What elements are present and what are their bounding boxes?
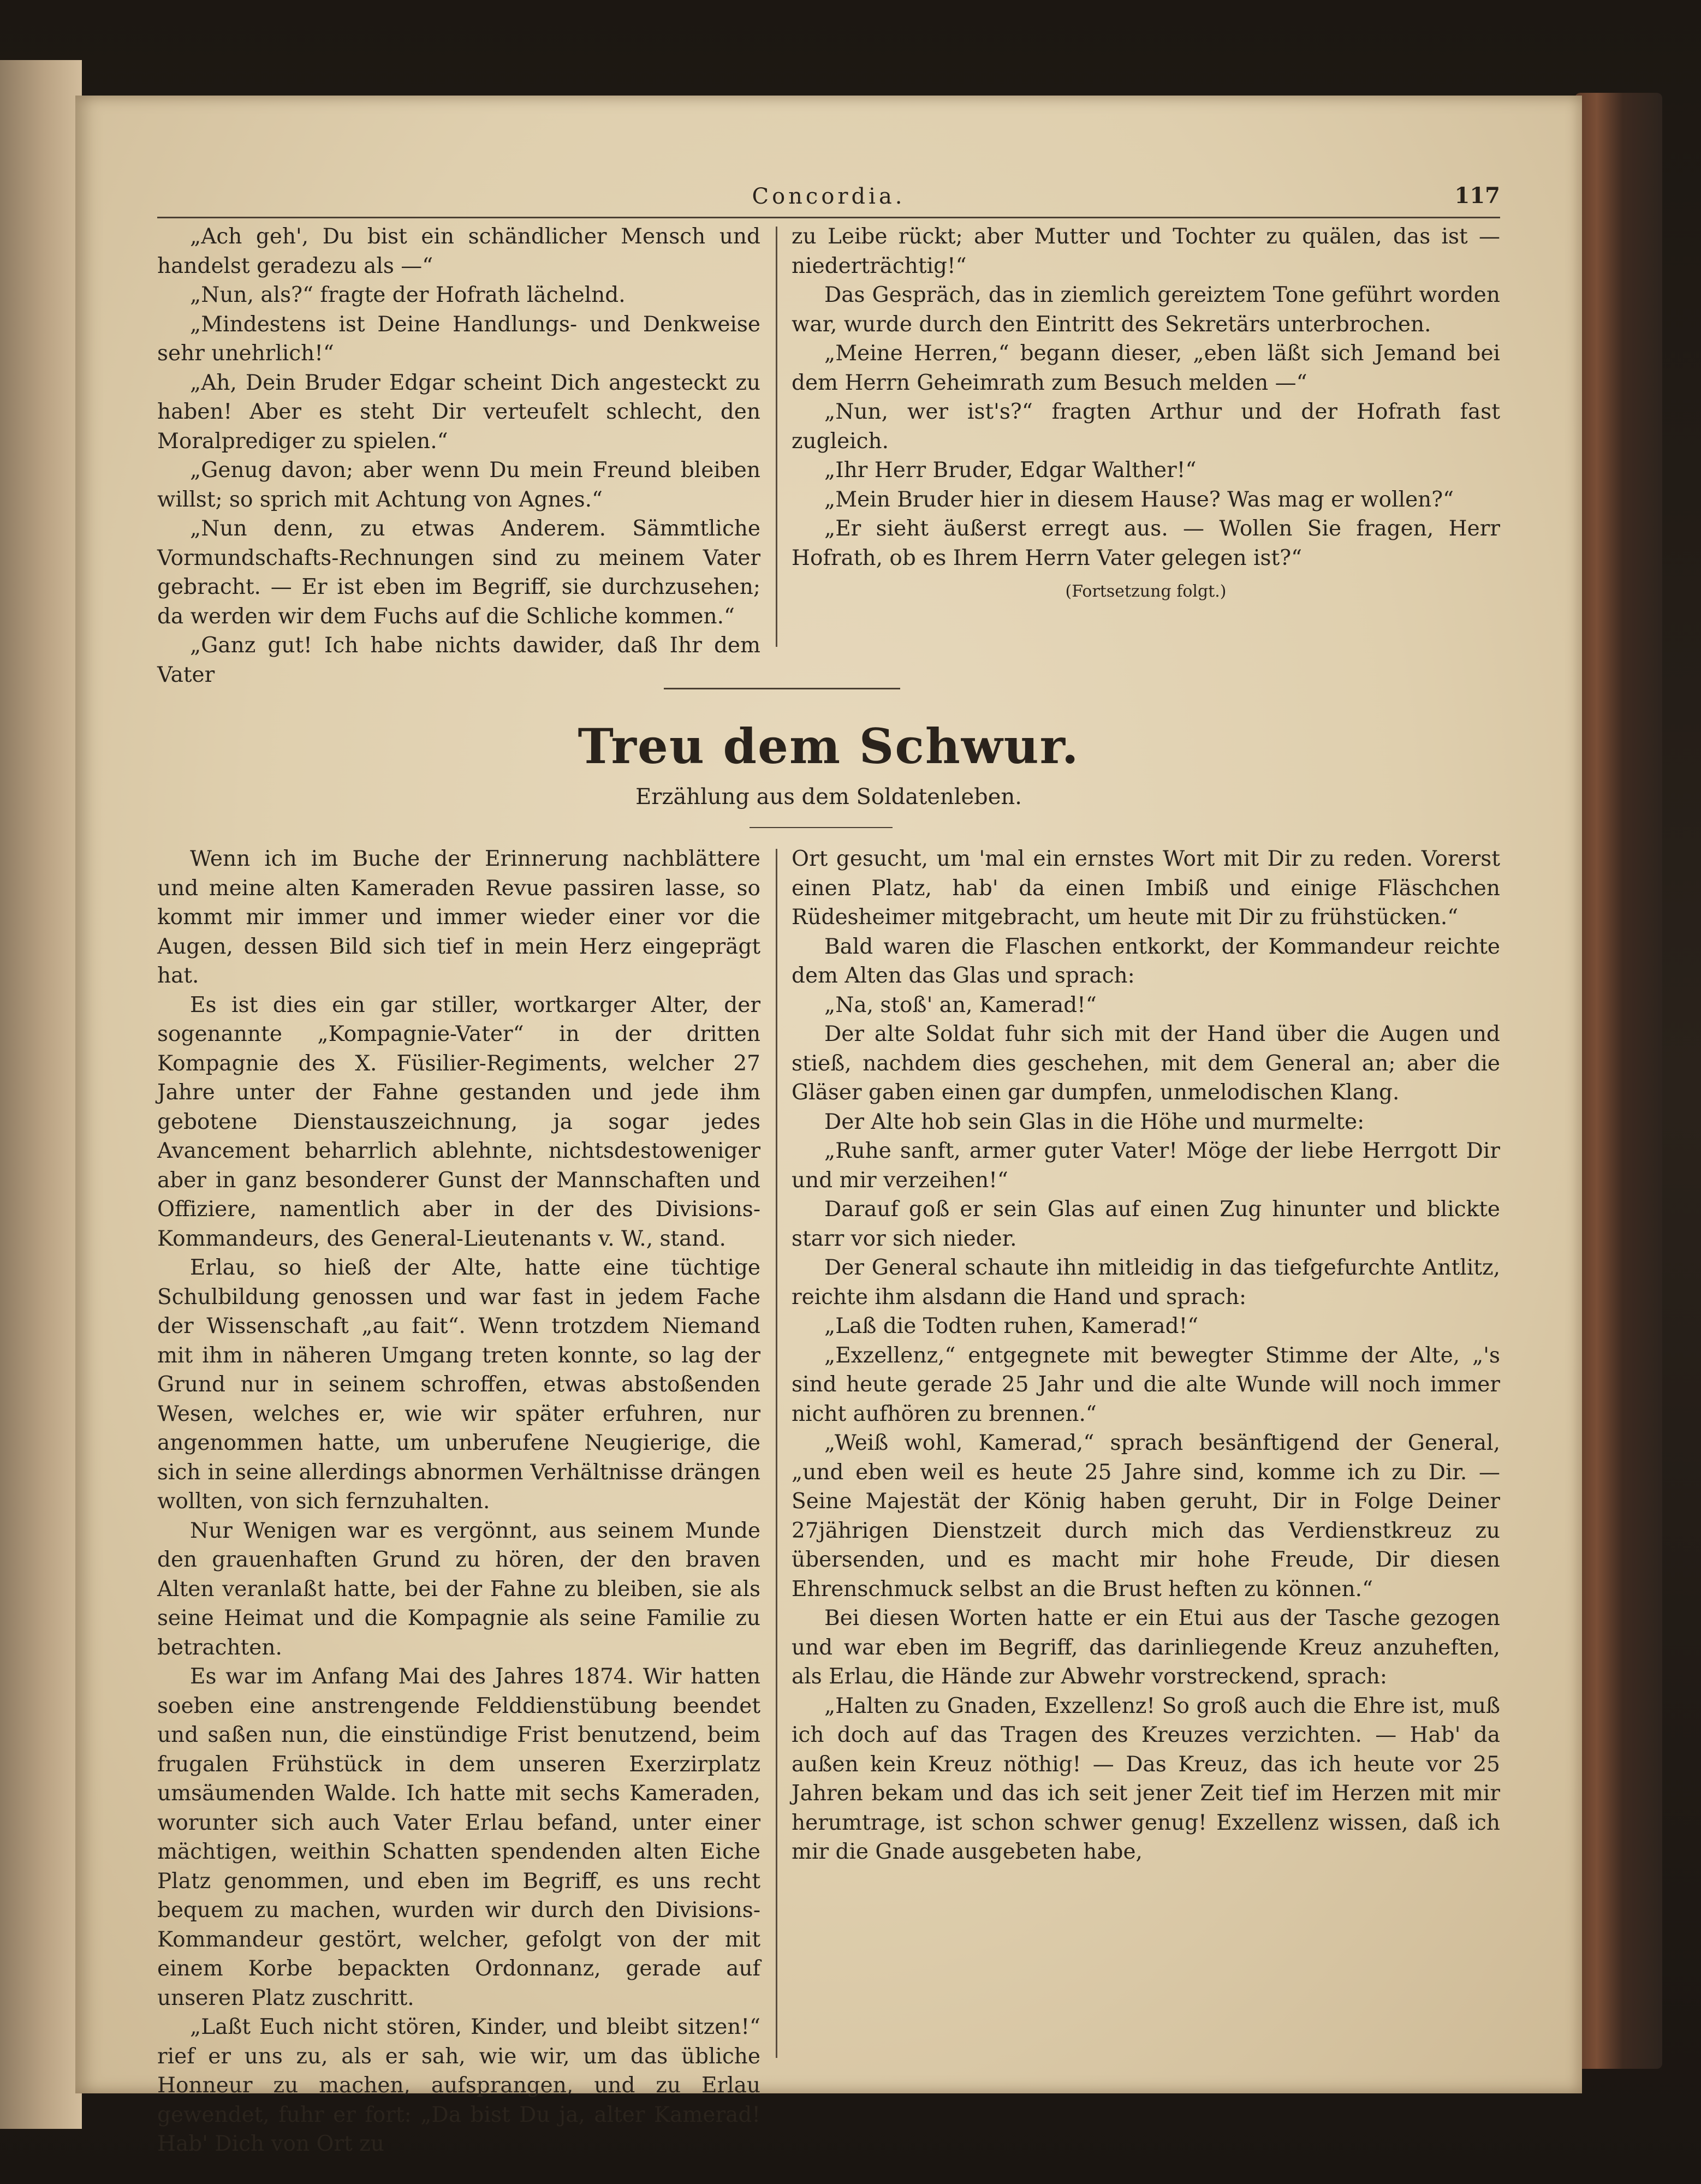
story-right-column: [792, 844, 1500, 1867]
paragraph: Es war im Anfang Mai des Jahres 1874. Wir hatten soeben eine anstrengende Felddienstübung beendet und saßen nun, die einstündige Frist benutzend, beim frugalen Frühstück in dem unseren Exerzirplatz umsäumenden Walde. Ich hatte mit sechs Kameraden, worunter sich auch Vater Erlau befand, unter einer mächtigen, weithin Schatten spendenden alten Eiche Platz genommen, und eben im Begriff, es uns recht bequem zu machen, wurden wir durch den Divisions-Kommandeur gestört, welcher, gefolgt von der mit einem Korbe bepackten Ordonnanz, gerade auf unseren Platz zuschritt.: [157, 1664, 760, 2010]
paragraph: „Exzellenz,“ entgegnete mit bewegter Stimme der Alte, „'s sind heute gerade 25 Jahr und die alte Wunde will noch immer nicht aufhören zu brennen.“: [792, 1343, 1500, 1426]
story-subtitle: Erzählung aus dem Soldatenleben.: [635, 784, 1022, 810]
running-head: [157, 178, 1500, 218]
paragraph: „Ach geh', Du bist ein schändlicher Mensch und handelst geradezu als —“: [157, 224, 760, 278]
paragraph: Der General schaute ihn mitleidig in das tiefgefurchte Antlitz, reichte ihm alsdann die Hand und sprach:: [792, 1255, 1500, 1310]
periodical-title: Concordia.: [752, 184, 906, 209]
paragraph: „Nun, als?“ fragte der Hofrath lächelnd.: [190, 283, 626, 307]
paragraph: „Nun, wer ist's?“ fragten Arthur und der Hofrath fast zugleich.: [792, 400, 1500, 454]
story-left-column: [157, 844, 760, 2159]
paragraph: Das Gespräch, das in ziemlich gereiztem Tone geführt worden war, wurde durch den Eintritt des Sekretärs unterbrochen.: [792, 283, 1500, 337]
paragraph: „Laß die Todten ruhen, Kamerad!“: [824, 1314, 1199, 1338]
paragraph: „Er sieht äußerst erregt aus. — Wollen Sie fragen, Herr Hofrath, ob es Ihrem Herrn Vater gelegen ist?“: [792, 516, 1500, 570]
facing-page-edge: [0, 60, 82, 2129]
continued-note: (Fortsetzung folgt.): [1065, 582, 1227, 601]
paragraph: „Mein Bruder hier in diesem Hause? Was mag er wollen?“: [824, 487, 1454, 512]
paragraph: „Laßt Euch nicht stören, Kinder, und bleibt sitzen!“ rief er uns zu, als er sah, wie wir, um das übliche Honneur zu machen, aufsprangen, und zu Erlau gewendet, fuhr er fort: „Da bist Du ja, alter Kamerad! Hab' Dich von Ort zu: [157, 2015, 760, 2156]
column-divider: [776, 849, 777, 2058]
paragraph: Der Alte hob sein Glas in die Höhe und murmelte:: [824, 1109, 1365, 1134]
paragraph: „Meine Herren,“ begann dieser, „eben läßt sich Jemand bei dem Herrn Geheimrath zum Besuch melden —“: [792, 341, 1500, 395]
paragraph: „Weiß wohl, Kamerad,“ sprach besänftigend der General, „und eben weil es heute 25 Jahre sind, komme ich zu Dir. — Seine Majestät der König haben geruht, Dir in Folge Deiner 27jährigen Dienstzeit durch mich das Verdienstkreuz zu übersenden, und es macht mir hohe Freude, Dir diesen Ehrenschmuck selbst an die Brust heften zu können.“: [792, 1431, 1500, 1602]
top-right-column: [792, 222, 1500, 606]
paragraph: Bei diesen Worten hatte er ein Etui aus der Tasche gezogen und war eben im Begriff, das darinliegende Kreuz anzuheften, als Erlau, die Hände zur Abwehr vorstreckend, sprach:: [792, 1606, 1500, 1689]
paragraph: „Ah, Dein Bruder Edgar scheint Dich angesteckt zu haben! Aber es steht Dir verteufelt schlecht, den Moralprediger zu spielen.“: [157, 370, 760, 454]
paragraph: Es ist dies ein gar stiller, wortkarger Alter, der sogenannte „Kompagnie-Vater“ in der dritten Kompagnie des X. Füsilier-Regiments, welcher 27 Jahre unter der Fahne gestanden und jede ihm gebotene Dienstauszeichnung, ja sogar jedes Avancement beharrlich ablehnte, nichtsdestoweniger aber in ganz besonderer Gunst der Mannschaften und Offiziere, namentlich aber in der des Divisions-Kommandeurs, des General-Lieutenants v. W., stand.: [157, 992, 760, 1251]
paragraph: „Ganz gut! Ich habe nichts dawider, daß Ihr dem Vater: [157, 633, 760, 687]
paragraph: Darauf goß er sein Glas auf einen Zug hinunter und blickte starr vor sich nieder.: [792, 1197, 1500, 1251]
page-number: 117: [1454, 183, 1500, 209]
top-left-column: [157, 222, 760, 689]
paragraph: Erlau, so hieß der Alte, hatte eine tüchtige Schulbildung genossen und war fast in jedem Fache der Wissenschaft „au fait“. Wenn trotzdem Niemand mit ihm in näheren Umgang treten konnte, so lag der Grund nur in seinem schroffen, etwas abstoßenden Wesen, welches er, wie wir später erfuhren, nur angenommen hatte, um unberufene Neugierige, die sich in seine allerdings abnormen Verhältnisse drängen wollten, von sich fernzuhalten.: [157, 1255, 760, 1514]
paragraph: „Na, stoß' an, Kamerad!“: [824, 992, 1097, 1017]
title-rule: [750, 827, 893, 828]
column-divider: [776, 227, 777, 647]
paragraph: „Genug davon; aber wenn Du mein Freund bleiben willst; so sprich mit Achtung von Agnes.“: [157, 458, 760, 512]
paragraph: Der alte Soldat fuhr sich mit der Hand über die Augen und stieß, nachdem dies geschehen, mit dem General an; aber die Gläser gaben einen gar dumpfen, unmelodischen Klang.: [792, 1022, 1500, 1105]
paragraph: zu Leibe rückt; aber Mutter und Tochter zu quälen, das ist — niederträchtig!“: [792, 224, 1500, 278]
book-binding: [1575, 93, 1662, 2069]
story-title: Treu dem Schwur.: [578, 718, 1080, 775]
paragraph: Wenn ich im Buche der Erinnerung nachblättere und meine alten Kameraden Revue passiren lasse, so kommt mir immer und immer wieder einer vor die Augen, dessen Bild sich tief in mein Herz eingeprägt hat.: [157, 847, 760, 988]
book-page: [75, 96, 1582, 2156]
paragraph: Bald waren die Flaschen entkorkt, der Kommandeur reichte dem Alten das Glas und sprach:: [792, 934, 1500, 988]
paragraph: „Nun denn, zu etwas Anderem. Sämmtliche Vormundschafts-Rechnungen sind zu meinem Vater gebracht. — Er ist eben im Begriff, sie durchzusehen; da werden wir dem Fuchs auf die Schliche kommen.“: [157, 516, 760, 629]
paragraph: „Ihr Herr Bruder, Edgar Walther!“: [824, 458, 1197, 483]
paragraph: „Halten zu Gnaden, Exzellenz! So groß auch die Ehre ist, muß ich doch auf das Tragen des Kreuzes verzichten. — Hab' da außen kein Kreuz nöthig! — Das Kreuz, das ich heute vor 25 Jahren bekam und das ich seit jener Zeit tief im Herzen mit mir herumtrage, ist schon schwer genug! Exzellenz wissen, daß ich mir die Gnade ausgebeten habe,: [792, 1693, 1500, 1864]
paragraph: Nur Wenigen war es vergönnt, aus seinem Munde den grauenhaften Grund zu hören, der den braven Alten veranlaßt hatte, bei der Fahne zu bleiben, sie als seine Heimat und die Kompagnie als seine Familie zu betrachten.: [157, 1518, 760, 1660]
paragraph: Ort gesucht, um 'mal ein ernstes Wort mit Dir zu reden. Vorerst einen Platz, hab' da einen Imbiß und einige Fläschchen Rüdesheimer mitgebracht, um heute mit Dir zu frühstücken.“: [792, 847, 1500, 930]
paragraph: „Ruhe sanft, armer guter Vater! Möge der liebe Herrgott Dir und mir verzeihen!“: [792, 1139, 1500, 1193]
section-separator: [664, 688, 900, 689]
paragraph: „Mindestens ist Deine Handlungs- und Denkweise sehr unehrlich!“: [157, 312, 760, 366]
